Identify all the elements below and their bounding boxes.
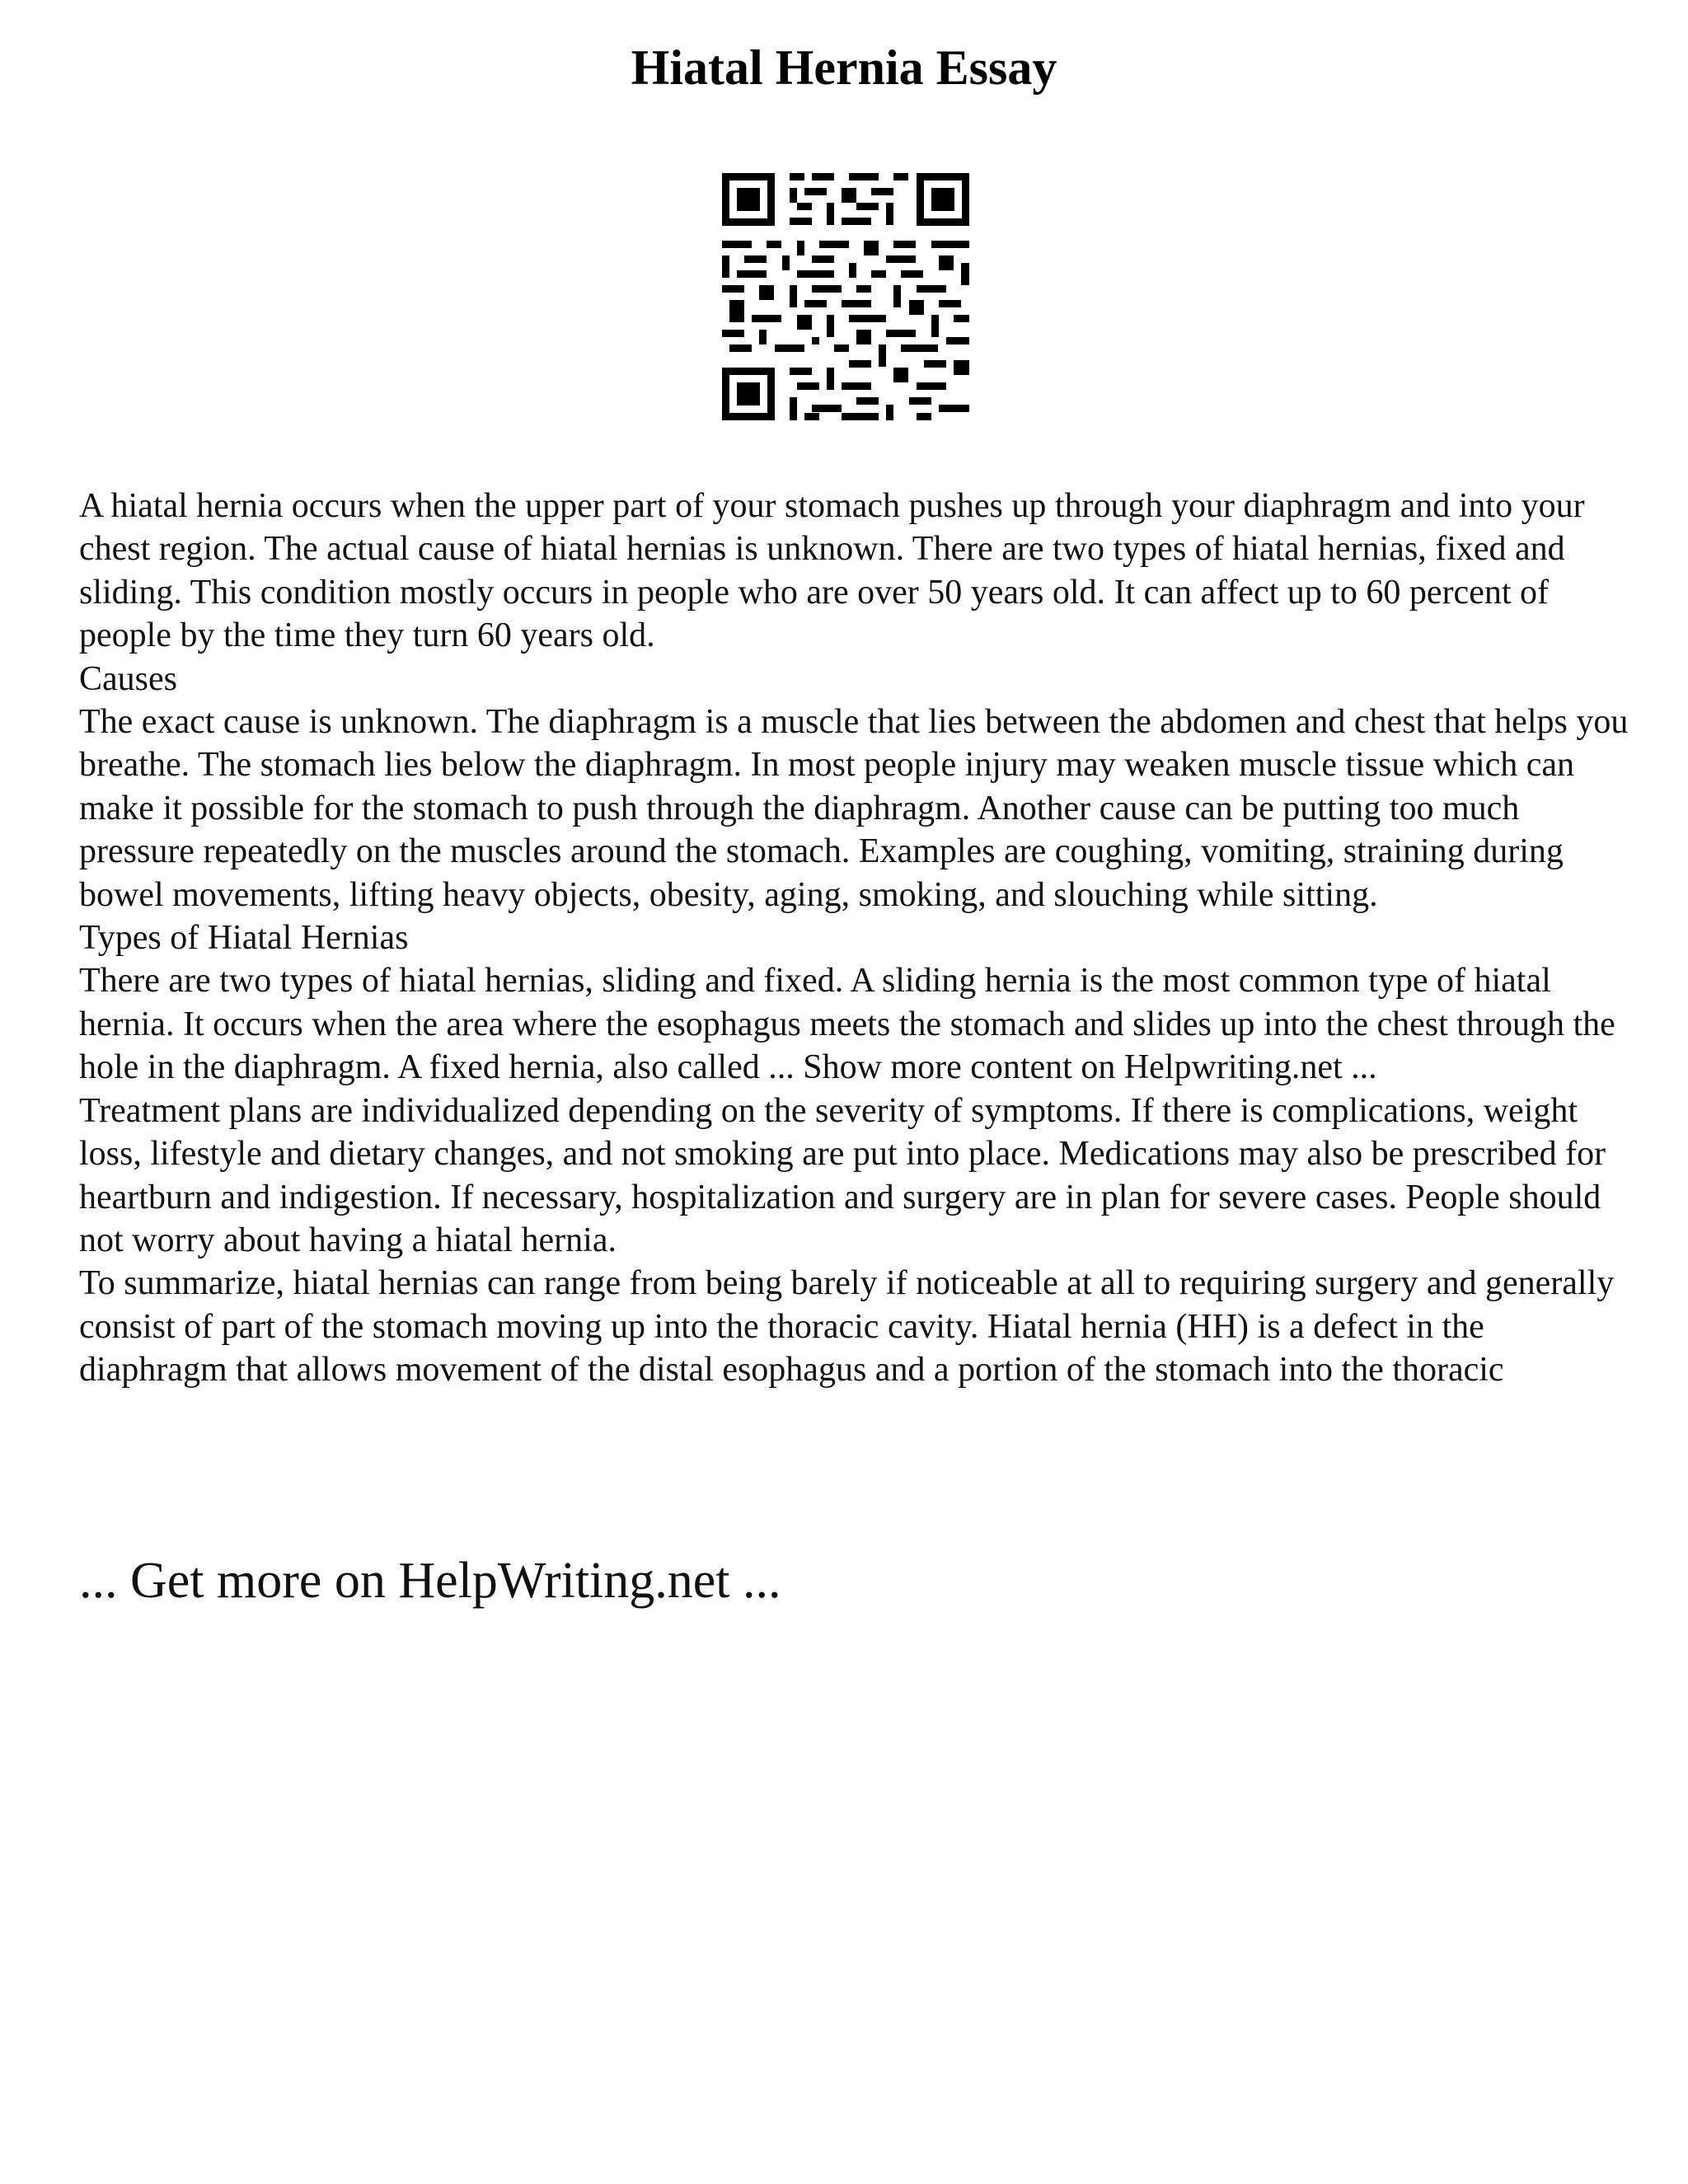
paragraph-treatment: Treatment plans are individualized depending on the severity of symptoms. If there is complications, weight loss, lifestyle and dietary changes, and not smoking are put into place. Medications may also be prescribed for heartburn and indigestion. If necessary, hospitalization and surgery are in plan for severe cases. People should not worry about having a hiatal hernia. xyxy=(79,1091,1606,1259)
qr-code-icon xyxy=(722,173,969,420)
paragraph-intro: A hiatal hernia occurs when the upper part of your stomach pushes up through your diaphragm and into your chest region. The actual cause of hiatal hernias is unknown. There are two types of hiatal hernias, fixed and sliding. This condition mostly occurs in people who are over 50 years old. It can affect up to 60 percent of people by the time they turn 60 years old. xyxy=(79,487,1585,655)
heading-types: Types of Hiatal Hernias xyxy=(79,919,409,958)
paragraph-causes: The exact cause is unknown. The diaphragm is a muscle that lies between the abdomen and chest that helps you breathe. The stomach lies below the diaphragm. In most people injury may weaken muscle tissue which can make it possible for the stomach to push through the diaphragm. Another cause can be putting too much pressure repeatedly on the muscles around the stomach. Examples are coughing, vomiting, straining during bowel movements, lifting heavy objects, obesity, aging, smoking, and slouching while sitting. xyxy=(79,703,1629,914)
essay-body xyxy=(79,485,1629,1392)
paragraph-summary: To summarize, hiatal hernias can range from being barely if noticeable at all to requiring surgery and generally consist of part of the stomach moving up into the thoracic cavity. Hiatal hernia (HH) is a defect in the diaphragm that allows movement of the distal esophagus and a portion of the stomach into the thoracic xyxy=(79,1264,1615,1390)
page-title: Hiatal Hernia Essay xyxy=(631,40,1057,95)
heading-causes: Causes xyxy=(79,659,177,698)
get-more-link[interactable]: ... Get more on HelpWriting.net ... xyxy=(79,1553,781,1609)
paragraph-types: There are two types of hiatal hernias, sliding and fixed. A sliding hernia is the most common type of hiatal hernia. It occurs when the area where the esophagus meets the stomach and slides up into the chest through the hole in the diaphragm. A fixed hernia, also called ... Show more content on Helpwriting.net ... xyxy=(79,962,1615,1087)
